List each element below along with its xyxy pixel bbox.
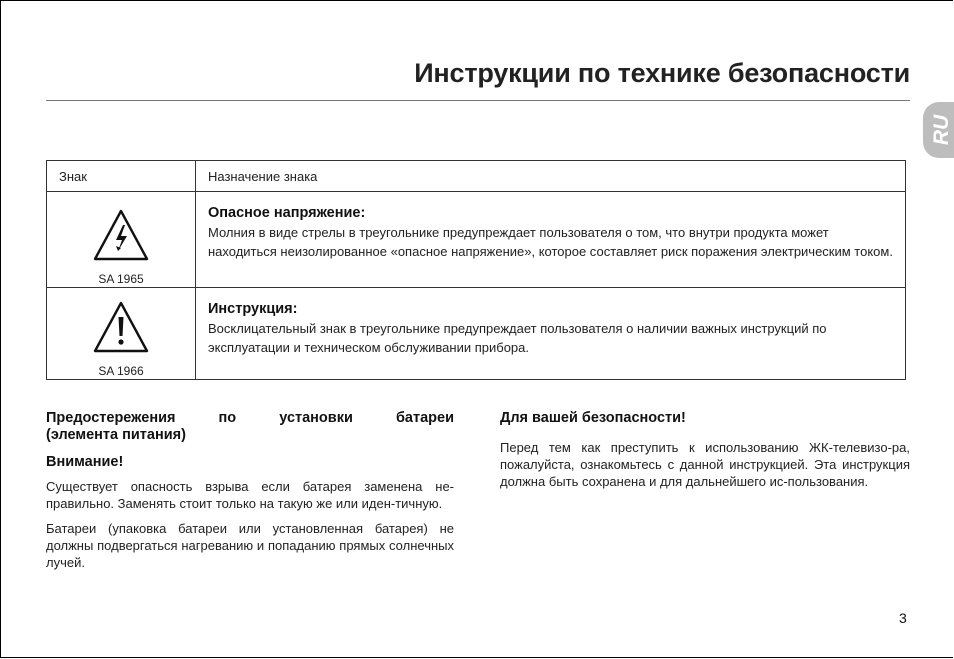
- table-header-row: [47, 161, 906, 192]
- safety-section: [500, 410, 910, 498]
- table-row: [47, 192, 906, 288]
- column-header-sign: Знак: [47, 161, 196, 192]
- battery-heading-line1: Предостережения по установки батареи: [46, 410, 454, 426]
- sign-heading: Инструкция:: [208, 301, 298, 317]
- warning-heading: Внимание!: [46, 454, 124, 470]
- battery-paragraph: Существует опасность взрыва если батарея заменена не-правильно. Заменять стоит только на такую же или иден-тичную.: [46, 479, 454, 511]
- sign-cell: [47, 288, 196, 380]
- table-row: [47, 288, 906, 380]
- exclamation-warning-triangle-icon: [92, 300, 150, 354]
- battery-heading-line2: (элемента питания): [46, 427, 186, 443]
- sign-text: Восклицательный знак в треугольнике предупреждает пользователя о наличии важных инструкций по эксплуатации и техническом обслуживании прибора.: [208, 321, 827, 355]
- sign-code: SA 1966: [98, 364, 144, 378]
- sign-description: [196, 192, 906, 288]
- battery-paragraph: Батареи (упаковка батареи или установленная батарея) не должны подвергаться нагреванию и попаданию прямых солнечных лучей.: [46, 521, 454, 570]
- safety-heading: Для вашей безопасности!: [500, 410, 686, 426]
- safety-paragraph: Перед тем как преступить к использованию ЖК-телевизо-ра, пожалуйста, ознакомьтесь с данной инструкцией. Эта инструкция должна быть сохранена и для дальнейшего ис-пользования.: [500, 440, 910, 489]
- sign-description: [196, 288, 906, 380]
- signs-table: [46, 160, 906, 380]
- sign-heading: Опасное напряжение:: [208, 205, 366, 221]
- sign-cell: [47, 192, 196, 288]
- sign-text: Молния в виде стрелы в треугольнике предупреждает пользователя о том, что внутри продукта может находиться неизолированное «опасное напряжение», которое составляет риск поражения электрическим током.: [208, 225, 893, 259]
- language-tab: [923, 102, 954, 158]
- battery-section: [46, 410, 454, 579]
- language-tab-label: RU: [930, 114, 954, 146]
- page-number: 3: [899, 610, 907, 626]
- page-title: Инструкции по технике безопасности: [414, 58, 910, 88]
- sign-code: SA 1965: [98, 272, 144, 286]
- column-header-meaning: Назначение знака: [196, 161, 906, 192]
- title-divider: [46, 100, 910, 101]
- lightning-warning-triangle-icon: [92, 208, 150, 262]
